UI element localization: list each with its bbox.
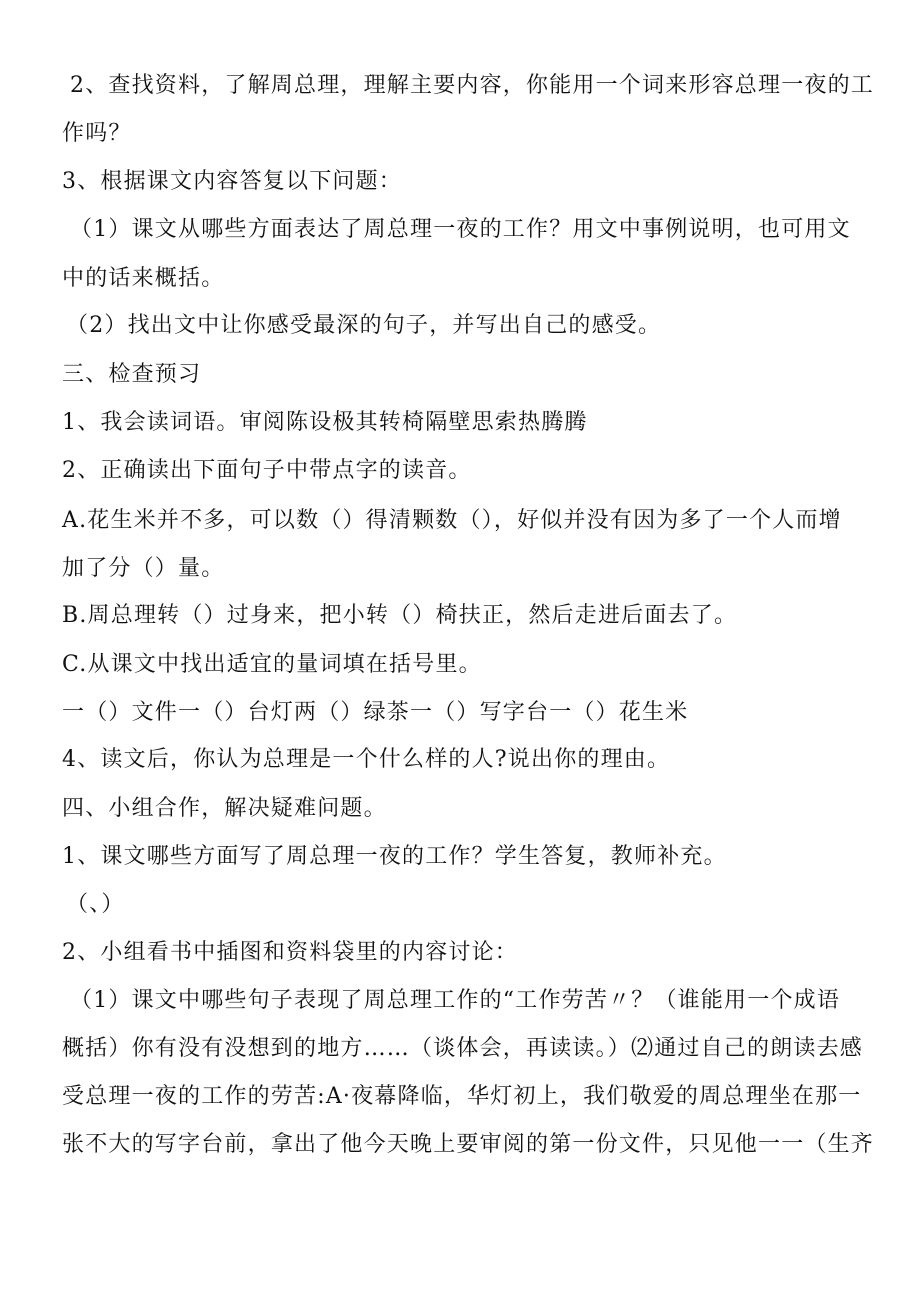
text-line-5: 中的话来概括。 [62,266,225,291]
text-line-2: 作吗？ [62,121,132,146]
text-line-16: 四、小组合作，解决疑难问题。 [62,796,387,821]
text-line-23: 张不大的写字台前，拿出了他今天晚上要审阅的第一份文件，只见他一一（生齐 [62,1132,875,1157]
text-line-12: B.周总理转（）过身来，把小转（）椅扶正，然后走进后面去了。 [62,603,738,628]
text-line-20: （1）课文中哪些句子表现了周总理工作的“工作劳苦〃？（谁能用一个成语 [70,988,841,1013]
text-line-19: 2、小组看书中插图和资料袋里的内容讨论： [62,940,518,965]
text-line-1: 2、查找资料，了解周总理，理解主要内容，你能用一个词来形容总理一夜的工 [70,73,874,98]
text-line-22: 受总理一夜的工作的劳苦:A·夜幕降临，华灯初上，我们敬爱的周总理坐在那一 [62,1084,862,1109]
text-line-6: （2）找出文中让你感受最深的句子，并写出自己的感受。 [66,313,662,338]
text-line-11: 加了分（）量。 [62,556,225,581]
text-line-9: 2、正确读出下面句子中带点字的读音。 [62,458,472,483]
text-line-8: 1、我会读词语。审阅陈设极其转椅隔壁思索热腾腾 [62,410,588,435]
text-line-14: 一（）文件一（）台灯两（）绿茶一（）写字台一（）花生米 [62,700,689,725]
text-line-13: C.从课文中找出适宜的量词填在括号里。 [62,652,482,677]
text-line-7: 三、检查预习 [62,362,202,387]
text-line-17: 1、课文哪些方面写了周总理一夜的工作？学生答复，教师补充。 [62,844,727,869]
text-line-3: 3、根据课文内容答复以下问题： [62,169,402,194]
text-line-4: （1）课文从哪些方面表达了周总理一夜的工作？用文中事例说明，也可用文 [70,217,851,242]
text-line-10: A.花生米并不多，可以数（）得清颗数（），好似并没有因为多了一个人而增 [62,508,842,533]
text-line-18: （、） [66,892,125,917]
text-line-21: 概括）你有没有没想到的地方……（谈体会，再读读。）⑵通过自己的朗读去感 [62,1036,864,1061]
text-line-15: 4、读文后，你认为总理是一个什么样的人?说出你的理由。 [62,747,671,772]
